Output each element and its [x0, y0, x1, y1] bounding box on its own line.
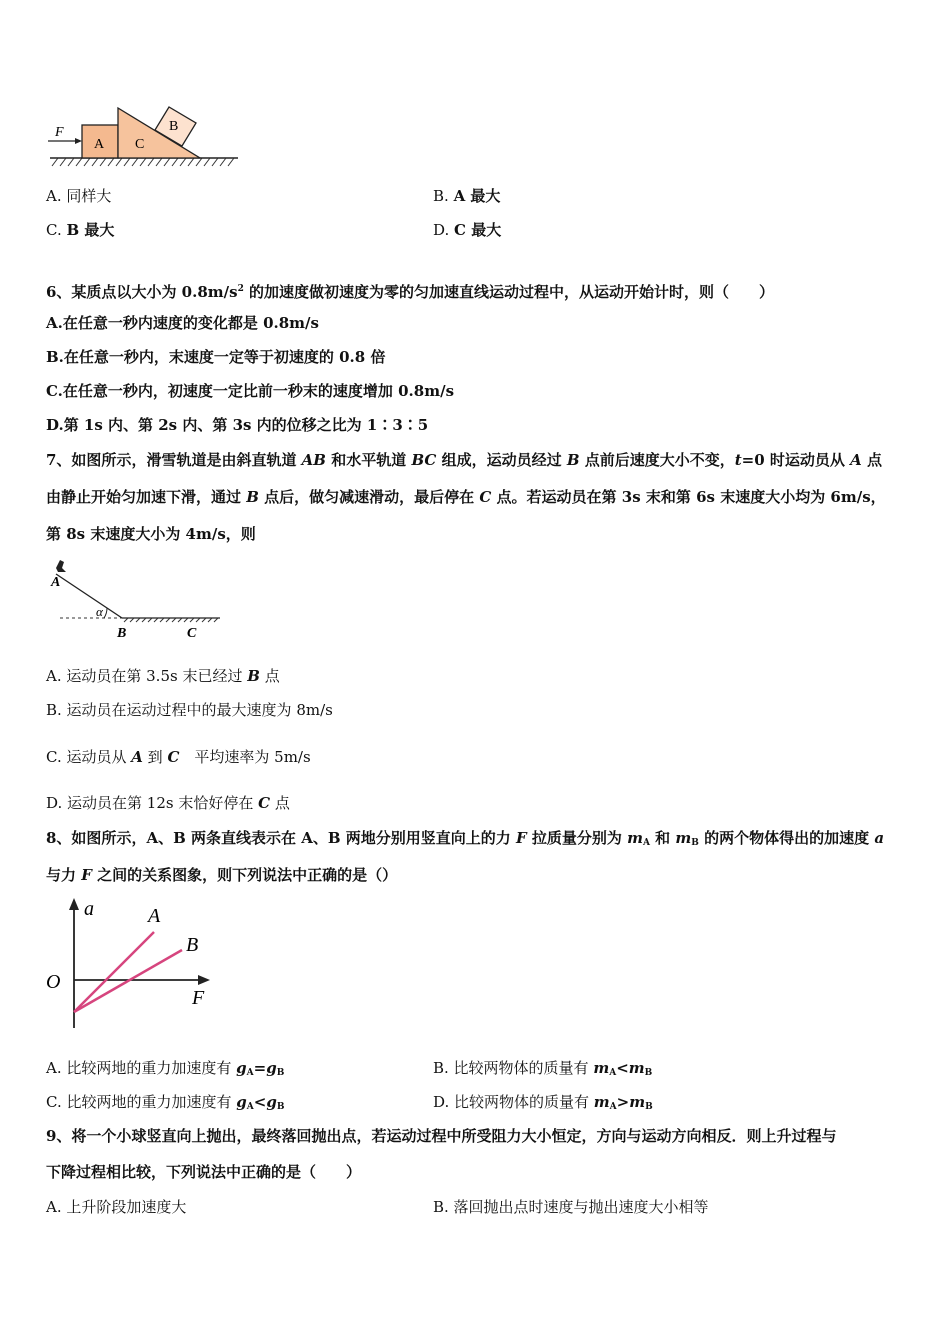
q7-option-a[interactable]: A. 运动员在第 3.5s 末已经过 B 点 [46, 667, 280, 685]
q7-option-d[interactable]: D. 运动员在第 12s 末恰好停在 C 点 [46, 794, 290, 812]
point-c-label: C [187, 626, 197, 641]
q8-option-d[interactable]: D. 比较两物体的质量有 $m_A>m_B$ [433, 1093, 653, 1112]
q8-option-a[interactable]: A. 比较两地的重力加速度有 $g_A=g_B$ [46, 1059, 285, 1078]
q5-option-c[interactable]: C. B 最大 [46, 221, 115, 239]
q5-option-b[interactable]: B. A 最大 [433, 187, 501, 205]
q8-stem-line2: 与力 F 之间的关系图象，则下列说法中正确的是（） [46, 866, 398, 884]
q6-option-a[interactable]: A.在任意一秒内速度的变化都是 0.8m/s [46, 314, 319, 332]
axis-f-label: F [192, 987, 205, 1009]
q9-option-b[interactable]: B. 落回抛出点时速度与抛出速度大小相等 [433, 1198, 709, 1216]
q5-blocks-figure [44, 98, 244, 172]
q9-option-a[interactable]: A. 上升阶段加速度大 [46, 1198, 187, 1216]
q9-stem-line1: 9、将一个小球竖直向上抛出，最终落回抛出点，若运动过程中所受阻力大小恒定，方向与运动方向相反．则上升过程与 [46, 1127, 837, 1145]
q8-af-graph [44, 892, 224, 1036]
q8-stem-line1: 8、如图所示，A、B 两条直线表示在 A、B 两地分别用竖直向上的力 F 拉质量分别为 $m_A$ 和 $m_B$ 的两个物体得出的加速度 a [46, 829, 885, 848]
q7-ski-track-figure [44, 556, 226, 642]
q7-option-c[interactable]: C. 运动员从 A 到 C 平均速率为 5m/s [46, 748, 311, 766]
q6-stem: 6、某质点以大小为 $0.8m/s^2$ 的加速度做初速度为零的匀加速直线运动过程中，从运动开始计时，则（ ） [46, 283, 775, 301]
q7-stem-line1: 7、如图所示，滑雪轨道是由斜直轨道 AB 和水平轨道 BC 组成，运动员经过 B 点前后速度大小不变，t=0 时运动员从 A 点 [46, 451, 882, 469]
point-a-label: A [51, 575, 61, 590]
q6-option-c[interactable]: C.在任意一秒内，初速度一定比前一秒末的速度增加 0.8m/s [46, 382, 455, 400]
line-a-label: A [148, 905, 161, 927]
q5-option-d[interactable]: D. C 最大 [433, 221, 502, 239]
q7-stem-line2: 由静止开始匀加速下滑，通过 B 点后，做匀减速滑动，最后停在 C 点。若运动员在第 3s 末和第 6s 末速度大小均为 6m/s， [46, 488, 886, 506]
skier-icon [56, 560, 66, 572]
axis-a-label: a [84, 898, 94, 920]
block-a-label: A [94, 137, 105, 152]
point-b-label: B [117, 626, 127, 641]
block-b-label: B [169, 119, 179, 134]
q6-option-d[interactable]: D.第 1s 内、第 2s 内、第 3s 内的位移之比为 1∶3∶5 [46, 416, 429, 434]
wedge-c-label: C [135, 137, 145, 152]
q8-option-b[interactable]: B. 比较两物体的质量有 $m_A<m_B$ [433, 1059, 653, 1078]
q7-option-b[interactable]: B. 运动员在运动过程中的最大速度为 8m/s [46, 701, 333, 719]
q7-stem-line3: 第 8s 末速度大小为 4m/s，则 [46, 525, 256, 543]
q5-option-a[interactable]: A. 同样大 [46, 187, 112, 205]
origin-label: O [46, 971, 61, 993]
line-b-label: B [186, 934, 199, 956]
force-f-label: F [55, 125, 64, 140]
q8-option-c[interactable]: C. 比较两地的重力加速度有 $g_A<g_B$ [46, 1093, 285, 1112]
angle-alpha-label: α [96, 604, 103, 619]
q6-option-b[interactable]: B.在任意一秒内，末速度一定等于初速度的 0.8 倍 [46, 348, 386, 366]
q9-stem-line2: 下降过程相比较，下列说法中正确的是（ ） [46, 1163, 362, 1181]
